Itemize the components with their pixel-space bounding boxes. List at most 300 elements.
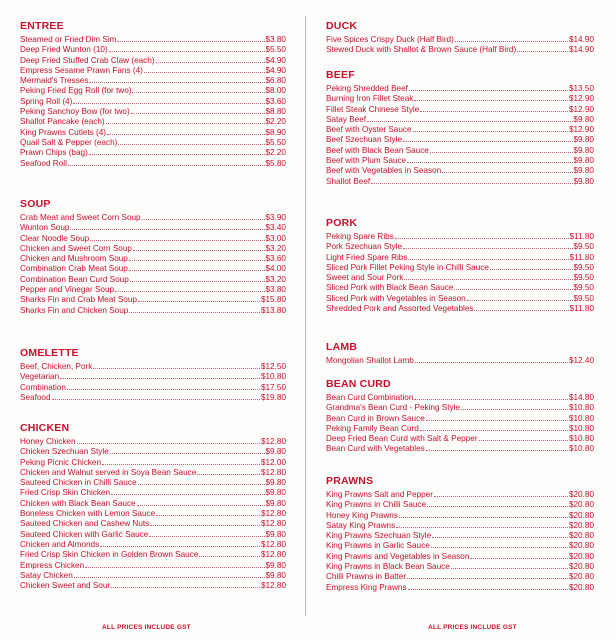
menu-item-name: Spring Roll (4) <box>20 96 73 106</box>
dot-leader <box>426 414 568 421</box>
section-title: LAMB <box>326 341 358 353</box>
menu-item-list <box>20 362 286 403</box>
menu-section-soup <box>20 198 286 316</box>
menu-item <box>20 117 286 127</box>
menu-item <box>326 135 594 145</box>
footer-gst-note-left: ALL PRICES INCLUDE GST <box>102 624 191 631</box>
menu-item-name: Combination Bean Curd Soup <box>20 274 129 284</box>
menu-item-name: Beef with Black Bean Sauce <box>326 145 429 155</box>
menu-item <box>326 304 594 314</box>
menu-item-name: Mongolian Shallot Lamb <box>326 356 414 365</box>
menu-item-price: $5.80 <box>265 158 286 168</box>
dot-leader <box>132 86 264 93</box>
dot-leader <box>455 35 568 42</box>
menu-item-price: $3.20 <box>265 274 286 284</box>
menu-item <box>20 97 286 107</box>
menu-item-name: Peking Family Bean Curd <box>326 423 419 433</box>
dot-leader <box>434 490 568 497</box>
menu-item-price: $20.80 <box>568 541 594 551</box>
menu-item-price: $10.80 <box>568 423 594 433</box>
dot-leader <box>407 156 572 163</box>
menu-item-name: Chicken and Almonds <box>20 539 100 549</box>
dot-leader <box>102 458 260 465</box>
dot-leader <box>404 273 572 280</box>
menu-item-name: Deep Fried Wunton (10) <box>20 45 108 55</box>
menu-item-price: $3.80 <box>265 35 286 44</box>
menu-item <box>20 86 286 96</box>
menu-item-price: $10.80 <box>568 403 594 413</box>
menu-item-price: $20.80 <box>568 490 594 499</box>
menu-item <box>326 414 594 424</box>
menu-item-price: $9.50 <box>573 242 594 252</box>
menu-item-name: Beef, Chicken, Pork <box>20 362 93 371</box>
dot-leader <box>142 213 265 220</box>
menu-item-price: $13.80 <box>260 305 286 315</box>
menu-item <box>326 294 594 304</box>
menu-item-name: Quail Salt & Pepper (each) <box>20 137 118 147</box>
menu-item-name: Chicken Sweet and Sour <box>20 581 111 591</box>
menu-item-price: $9.80 <box>265 488 286 498</box>
menu-item-name: Chicken and Mushroom Soup <box>20 254 128 264</box>
menu-item-name: Sliced Pork Fillet Peking Style in Chilli Sauce <box>326 262 489 272</box>
menu-item <box>20 148 286 158</box>
menu-item-list <box>20 437 286 591</box>
menu-item-price: $12.90 <box>568 125 594 135</box>
menu-item-name: Seafood <box>20 392 51 402</box>
menu-item-name: Crab Meat and Sweet Corn Soup <box>20 213 141 222</box>
menu-item <box>326 177 594 187</box>
dot-leader <box>110 447 265 454</box>
menu-item <box>326 35 594 45</box>
menu-item-price: $3.40 <box>265 223 286 233</box>
menu-item-name: Sauteed Chicken and Cashew Nuts <box>20 519 150 529</box>
menu-section-bean-curd <box>326 378 594 455</box>
menu-item <box>326 242 594 252</box>
menu-item-price: $20.80 <box>568 520 594 530</box>
menu-item-name: Seafood Roll <box>20 158 67 168</box>
menu-item <box>20 540 286 550</box>
menu-item-name: Fillet Steak Chinese Style <box>326 104 420 114</box>
menu-item-list <box>326 84 594 187</box>
menu-item-price: $10.80 <box>568 413 594 423</box>
menu-section-pork <box>326 217 594 314</box>
menu-item-price: $3.20 <box>265 243 286 253</box>
menu-item-name: Chilli Prawns in Batter <box>326 572 407 582</box>
menu-item-price: $12.50 <box>260 362 286 371</box>
menu-item <box>20 275 286 285</box>
menu-item-price: $3.90 <box>265 213 286 222</box>
menu-item-list <box>20 213 286 316</box>
menu-section-beef <box>326 69 594 187</box>
dot-leader <box>144 66 265 73</box>
menu-item-price: $9.80 <box>265 560 286 570</box>
menu-item-name: Beef Szechuan Style <box>326 135 403 145</box>
menu-item-name: Pepper and Vinegar Soup <box>20 285 115 295</box>
menu-item-name: Boneless Chicken with Lemon Sauce <box>20 509 156 519</box>
dot-leader <box>432 531 568 538</box>
menu-section-lamb <box>326 341 594 366</box>
menu-item <box>326 84 594 94</box>
menu-item <box>326 552 594 562</box>
menu-item-name: Peking Spare Ribs <box>326 232 394 241</box>
menu-item <box>326 424 594 434</box>
menu-item-price: $20.80 <box>568 510 594 520</box>
menu-item-price: $12.90 <box>568 104 594 114</box>
dot-leader <box>427 500 568 507</box>
menu-item-price: $9.50 <box>573 293 594 303</box>
menu-item-name: King Prawns and Vegetables in Season <box>326 551 470 561</box>
menu-section-prawns <box>326 475 594 593</box>
menu-item-price: $10.80 <box>568 444 594 454</box>
dot-leader <box>199 550 260 557</box>
dot-leader <box>395 232 569 239</box>
menu-item-name: Chicken with Black Bean Sauce <box>20 498 136 508</box>
menu-item-price: $11.80 <box>569 232 594 241</box>
menu-item-price: $12.00 <box>260 457 286 467</box>
dot-leader <box>420 105 568 112</box>
menu-item <box>20 393 286 403</box>
menu-item-price: $14.90 <box>568 35 594 44</box>
menu-item-name: Sharks Fin and Crab Meat Soup <box>20 295 137 305</box>
menu-item <box>326 263 594 273</box>
menu-item-price: $10.80 <box>260 372 286 382</box>
menu-item-price: $14.80 <box>568 393 594 402</box>
menu-item-price: $12.80 <box>260 581 286 591</box>
dot-leader <box>451 562 568 569</box>
dot-leader <box>414 393 568 400</box>
menu-item <box>326 283 594 293</box>
dot-leader <box>426 444 568 451</box>
menu-item <box>326 356 594 366</box>
menu-item-price: $10.80 <box>568 434 594 444</box>
dot-leader <box>409 84 568 91</box>
dot-leader <box>109 45 265 52</box>
menu-item-price: $20.80 <box>568 531 594 541</box>
menu-item-price: $11.80 <box>569 304 594 314</box>
menu-section-entree <box>20 20 286 169</box>
menu-item-price: $20.80 <box>568 572 594 582</box>
menu-item-name: Empress Chicken <box>20 560 85 570</box>
menu-item <box>326 490 594 500</box>
menu-item-price: $12.80 <box>260 539 286 549</box>
menu-item-price: $9.80 <box>265 529 286 539</box>
menu-item-name: Prawn Chips (bag) <box>20 148 88 158</box>
menu-item <box>20 581 286 591</box>
dot-leader <box>107 128 264 135</box>
menu-item-name: Peking Picnic Chicken <box>20 457 102 467</box>
dot-leader <box>106 117 265 124</box>
menu-item <box>20 509 286 519</box>
menu-item <box>20 550 286 560</box>
menu-item <box>326 500 594 510</box>
menu-item-name: Bean Curd with Vegetables <box>326 444 425 454</box>
dot-leader <box>420 424 568 431</box>
dot-leader <box>408 253 568 260</box>
menu-item-price: $9.80 <box>265 478 286 488</box>
menu-item <box>20 244 286 254</box>
menu-item <box>20 372 286 382</box>
dot-leader <box>131 107 265 114</box>
menu-item-price: $12.40 <box>568 356 594 365</box>
menu-item <box>326 444 594 454</box>
menu-item-name: Burning Iron Fillet Steak <box>326 94 414 104</box>
menu-item-name: Vegetarian <box>20 372 60 382</box>
menu-item-name: Empress King Prawns <box>326 582 407 592</box>
menu-item-name: Sweet and Sour Pork <box>326 273 404 283</box>
menu-item-name: Light Fried Spare Ribs <box>326 252 408 262</box>
menu-item-price: $9.80 <box>573 156 594 166</box>
dot-leader <box>67 383 260 390</box>
menu-item <box>326 434 594 444</box>
menu-item <box>20 35 286 45</box>
section-title: PORK <box>326 217 358 229</box>
menu-item-price: $2.20 <box>265 148 286 158</box>
menu-item <box>20 45 286 55</box>
menu-item-name: Sharks Fin and Chicken Soup <box>20 305 129 315</box>
dot-leader <box>431 541 568 548</box>
dot-leader <box>60 372 260 379</box>
dot-leader <box>403 242 572 249</box>
menu-item <box>20 159 286 169</box>
menu-item-name: Wunton Soup <box>20 223 70 233</box>
menu-item-name: Deep Fried Bean Curd with Salt & Pepper <box>326 434 478 444</box>
section-title: BEAN CURD <box>326 378 391 390</box>
dot-leader <box>415 356 568 363</box>
menu-item-price: $3.80 <box>265 285 286 295</box>
dot-leader <box>156 56 265 63</box>
menu-item-name: Sauteed Chicken with Garlic Sauce <box>20 529 149 539</box>
menu-item <box>20 128 286 138</box>
dot-leader <box>129 254 265 261</box>
menu-item <box>326 572 594 582</box>
menu-item-name: Stewed Duck with Shallot & Brown Sauce (Half Bird) <box>326 45 517 55</box>
dot-leader <box>490 263 573 270</box>
menu-item-list <box>326 232 594 314</box>
dot-leader <box>118 138 264 145</box>
menu-item <box>20 264 286 274</box>
menu-item-price: $5.50 <box>265 137 286 147</box>
menu-item <box>326 562 594 572</box>
menu-item-name: King Prawns Salt and Pepper <box>326 490 433 499</box>
dot-leader <box>129 306 260 313</box>
menu-item-price: $12.80 <box>260 509 286 519</box>
menu-item <box>20 223 286 233</box>
menu-item-name: Satay Chicken <box>20 570 73 580</box>
menu-item-name: Shredded Pork and Assorted Vegetables <box>326 304 474 314</box>
menu-item-price: $12.90 <box>568 94 594 104</box>
dot-leader <box>396 521 568 528</box>
menu-item <box>326 156 594 166</box>
menu-item-price: $4.90 <box>265 55 286 65</box>
menu-item-name: Grandma's Bean Curd - Peking Style <box>326 403 460 413</box>
menu-item <box>20 571 286 581</box>
menu-item <box>20 478 286 488</box>
menu-section-omelette <box>20 347 286 403</box>
menu-item-price: $9.80 <box>573 166 594 176</box>
menu-item <box>20 213 286 223</box>
menu-item-list <box>326 356 594 366</box>
menu-item <box>20 447 286 457</box>
menu-item-price: $2.20 <box>265 117 286 127</box>
section-title: CHICKEN <box>20 422 70 434</box>
menu-item <box>20 519 286 529</box>
dot-leader <box>413 125 568 132</box>
menu-item <box>326 521 594 531</box>
section-title: DUCK <box>326 20 358 32</box>
dot-leader <box>517 45 568 52</box>
menu-item-price: $8.00 <box>265 86 286 96</box>
dot-leader <box>408 583 568 590</box>
menu-item-name: Beef with Vegetables in Season <box>326 166 442 176</box>
menu-item <box>20 383 286 393</box>
menu-item-name: Honey Chicken <box>20 437 76 446</box>
menu-item-price: $20.80 <box>568 582 594 592</box>
menu-item <box>20 285 286 295</box>
menu-item <box>20 66 286 76</box>
dot-leader <box>100 540 260 547</box>
menu-item-price: $11.80 <box>569 252 594 262</box>
dot-leader <box>85 561 264 568</box>
menu-item <box>326 146 594 156</box>
menu-item-name: Chicken and Walnut served in Soya Bean Sauce <box>20 467 197 477</box>
menu-item-price: $9.80 <box>573 114 594 124</box>
dot-leader <box>461 403 568 410</box>
dot-leader <box>70 223 264 230</box>
menu-item <box>20 107 286 117</box>
dot-leader <box>197 468 260 475</box>
menu-item-price: $9.80 <box>265 498 286 508</box>
dot-leader <box>414 94 568 101</box>
menu-item-name: Pork Szechuan Style <box>326 242 403 252</box>
menu-item <box>326 232 594 242</box>
menu-item <box>326 253 594 263</box>
section-title: ENTREE <box>20 20 64 32</box>
dot-leader <box>156 509 260 516</box>
menu-item-name: King Prawns in Garlic Sauce <box>326 541 430 551</box>
menu-item-name: Beef with Plum Sauce <box>326 156 407 166</box>
menu-item <box>20 530 286 540</box>
menu-item-price: $14.90 <box>568 45 594 55</box>
section-title: PRAWNS <box>326 475 374 487</box>
menu-item-price: $4.90 <box>265 65 286 75</box>
menu-item <box>20 56 286 66</box>
menu-item-name: Chicken Szechuan Style <box>20 447 109 457</box>
dot-leader <box>403 135 572 142</box>
menu-item <box>326 125 594 135</box>
menu-item-price: $9.80 <box>573 176 594 186</box>
menu-item-name: Satay Beef <box>326 114 367 124</box>
menu-item <box>326 531 594 541</box>
menu-item-name: King Prawns in Chilli Sauce <box>326 500 427 510</box>
menu-item-price: $9.50 <box>573 262 594 272</box>
menu-item-price: $17.50 <box>260 382 286 392</box>
menu-item-name: Bean Curd in Brown Sauce <box>326 413 425 423</box>
menu-item <box>20 76 286 86</box>
dot-leader <box>138 295 260 302</box>
dot-leader <box>117 35 264 42</box>
menu-item-name: Steamed or Fried Dim Sim <box>20 35 117 44</box>
menu-item <box>20 488 286 498</box>
dot-leader <box>77 437 260 444</box>
dot-leader <box>470 552 568 559</box>
dot-leader <box>133 244 265 251</box>
dot-leader <box>454 283 572 290</box>
menu-item-price: $6.80 <box>265 76 286 86</box>
menu-item-price: $9.80 <box>265 447 286 457</box>
menu-item-price: $19.80 <box>260 392 286 402</box>
menu-item-name: Combination <box>20 382 66 392</box>
menu-item-price: $20.80 <box>568 551 594 561</box>
menu-item <box>326 105 594 115</box>
dot-leader <box>467 294 573 301</box>
menu-item-name: Five Spices Crispy Duck (Half Bird) <box>326 35 454 44</box>
menu-item <box>326 94 594 104</box>
menu-item-price: $9.80 <box>573 145 594 155</box>
section-title: BEEF <box>326 69 355 81</box>
menu-item <box>20 468 286 478</box>
menu-item <box>326 45 594 55</box>
menu-item-price: $9.80 <box>573 135 594 145</box>
menu-item-name: Peking Sanchoy Bow (for two) <box>20 107 130 117</box>
footer-gst-note-right: ALL PRICES INCLUDE GST <box>428 624 517 631</box>
menu-item-price: $3.00 <box>265 233 286 243</box>
menu-item-name: Sliced Pork with Black Bean Sauce <box>326 283 454 293</box>
dot-leader <box>407 572 568 579</box>
menu-item <box>20 306 286 316</box>
dot-leader <box>442 166 572 173</box>
dot-leader <box>89 148 265 155</box>
dot-leader <box>89 76 264 83</box>
dot-leader <box>479 434 568 441</box>
menu-item-name: Satay King Prawns <box>326 520 396 530</box>
menu-item-name: Chicken and Sweet Corn Soup <box>20 243 132 253</box>
dot-leader <box>137 499 265 506</box>
menu-item-price: $8.90 <box>265 127 286 137</box>
dot-leader <box>149 530 264 537</box>
menu-item-name: Shallot Beef <box>326 176 371 186</box>
menu-item-list <box>326 35 594 56</box>
dot-leader <box>129 264 265 271</box>
menu-item-price: $3.60 <box>265 96 286 106</box>
menu-item <box>20 437 286 447</box>
dot-leader <box>68 159 265 166</box>
menu-item <box>326 583 594 593</box>
dot-leader <box>150 519 260 526</box>
menu-item-price: $15.80 <box>260 295 286 305</box>
menu-section-duck <box>326 20 594 56</box>
menu-item-name: Deep Fried Stuffed Crab Claw (each) <box>20 55 155 65</box>
menu-item-name: Bean Curd Combination <box>326 393 414 402</box>
menu-item-name: King Prawns in Black Bean Sauce <box>326 562 450 572</box>
menu-item <box>326 166 594 176</box>
section-title: SOUP <box>20 198 51 210</box>
dot-leader <box>74 571 265 578</box>
menu-item-name: Clear Noodle Soup <box>20 233 90 243</box>
menu-item-price: $3.60 <box>265 254 286 264</box>
menu-item-price: $8.80 <box>265 107 286 117</box>
menu-item-price: $13.50 <box>568 84 594 93</box>
dot-leader <box>111 581 260 588</box>
dot-leader <box>52 393 260 400</box>
menu-item-name: Peking Shredded Beef <box>326 84 408 93</box>
dot-leader <box>367 115 572 122</box>
menu-item-list <box>20 35 286 169</box>
menu-item-name: Shallot Pancake (each) <box>20 117 105 127</box>
menu-item-name: Honey King Prawns <box>326 510 398 520</box>
menu-item-price: $12.80 <box>260 519 286 529</box>
menu-item-list <box>326 393 594 455</box>
dot-leader <box>93 362 260 369</box>
